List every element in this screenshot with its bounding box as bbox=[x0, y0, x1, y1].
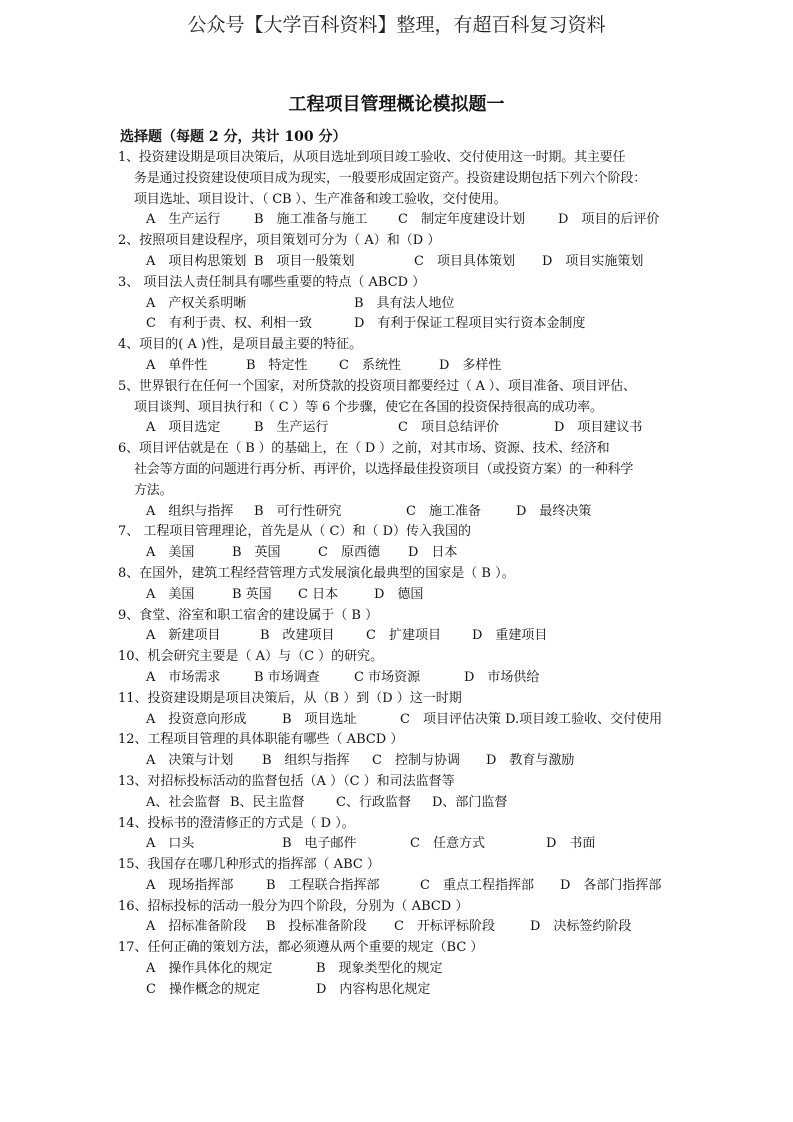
question-item bbox=[118, 772, 683, 814]
option-row bbox=[118, 917, 683, 938]
option-row bbox=[118, 294, 683, 315]
option-row bbox=[118, 834, 683, 855]
question-stem: 17、任何正确的策划方法，都必须遵从两个重要的规定（BC ） bbox=[118, 940, 484, 956]
answer-option: A 招标准备阶段 bbox=[146, 919, 247, 935]
question-stem: 3、 项目法人责任制具有哪些重要的特点（ ABCD ） bbox=[118, 274, 426, 290]
answer-option: A 口头 bbox=[146, 836, 195, 852]
question-stem: 12、工程项目管理的具体职能有哪些（ ABCD ） bbox=[118, 732, 404, 748]
question-stem: 10、机会研究主要是（ A）与（C ）的研究。 bbox=[118, 649, 384, 665]
answer-option: D 各部门指挥部 bbox=[560, 877, 662, 893]
answer-option: A 操作具体化的规定 bbox=[146, 961, 273, 977]
answer-option: A 美国 bbox=[146, 545, 195, 561]
answer-option: C 施工准备 bbox=[406, 503, 481, 519]
option-row bbox=[118, 980, 683, 1001]
answer-option: D 书面 bbox=[546, 836, 596, 852]
answer-option: C 市场资源 bbox=[354, 669, 421, 685]
answer-option: D 有利于保证工程项目实行资本金制度 bbox=[354, 316, 586, 332]
answer-option: B 投标准备阶段 bbox=[266, 919, 367, 935]
option-row bbox=[118, 210, 683, 231]
question-stem: 8、在国外，建筑工程经营管理方式发展演化最典型的国家是（ B ）。 bbox=[118, 565, 515, 581]
question-item bbox=[118, 231, 683, 273]
answer-option: A 产权关系明晰 bbox=[146, 295, 247, 311]
answer-option: B 组织与指挥 bbox=[262, 753, 350, 769]
answer-option: D 多样性 bbox=[439, 357, 502, 373]
question-item bbox=[118, 938, 683, 1000]
question-item bbox=[118, 439, 683, 522]
option-row bbox=[118, 252, 683, 273]
question-item bbox=[118, 606, 683, 648]
option-row bbox=[118, 668, 683, 689]
option-row bbox=[118, 585, 683, 606]
answer-option: D 项目实施策划 bbox=[542, 253, 644, 269]
answer-option: A 美国 bbox=[146, 586, 195, 602]
question-item bbox=[118, 855, 683, 897]
answer-option: A 项目选定 bbox=[146, 420, 221, 436]
answer-option: A 生产运行 bbox=[146, 212, 221, 228]
answer-option: C 开标评标阶段 bbox=[394, 919, 495, 935]
question-item bbox=[118, 564, 683, 606]
answer-option: A 决策与计划 bbox=[146, 753, 234, 769]
question-item bbox=[118, 897, 683, 939]
answer-option: A 市场需求 bbox=[146, 669, 221, 685]
question-stem: 13、对招标投标活动的监督包括（A ）（C ）和司法监督等 bbox=[118, 773, 455, 789]
question-stem-continued: 务是通过投资建设使项目成为现实，一般要形成固定资产。投资建设期包括下列六个阶段： bbox=[134, 170, 647, 186]
answer-option: C 重点工程指挥部 bbox=[420, 877, 534, 893]
answer-option: B 施工准备与施工 bbox=[254, 212, 368, 228]
option-row bbox=[118, 418, 683, 439]
question-stem-continued: 方法。 bbox=[134, 482, 173, 498]
question-stem: 1、投资建设期是项目决策后，从项目选址到项目竣工验收、交付使用这一时期。其主要任 bbox=[118, 150, 626, 165]
option-row bbox=[118, 356, 683, 377]
option-row bbox=[118, 751, 683, 772]
answer-option: D 决标签约阶段 bbox=[530, 919, 632, 935]
answer-option: B 工程联合指挥部 bbox=[266, 877, 380, 893]
answer-option: B 现象类型化的规定 bbox=[316, 961, 443, 977]
option-row bbox=[118, 626, 683, 647]
answer-option: D 重建项目 bbox=[472, 628, 548, 644]
question-list bbox=[118, 148, 683, 1001]
answer-option: D 市场供给 bbox=[464, 669, 540, 685]
answer-option: B 生产运行 bbox=[254, 420, 329, 436]
document-title: 工程项目管理概论模拟题一 bbox=[288, 94, 505, 115]
answer-option: A 单件性 bbox=[146, 357, 208, 373]
question-item bbox=[118, 647, 683, 689]
question-stem-continued: 项目谈判、项目执行和（ C ）等 6 个步骤，使它在各国的投资保持很高的成功率。 bbox=[134, 399, 603, 415]
question-stem: 6、项目评估就是在（ B ）的基础上，在（ D ）之前，对其市场、资源、技术、经济和 bbox=[118, 441, 610, 457]
option-row bbox=[118, 543, 683, 564]
section-heading: 选择题（每题 2 分，共计 100 分） bbox=[120, 129, 347, 145]
answer-option: B、民主监督 bbox=[230, 794, 305, 810]
question-stem: 2、按照项目建设程序，项目策划可分为（ A）和（D ） bbox=[118, 233, 441, 249]
answer-option: C 控制与协调 bbox=[372, 753, 460, 769]
question-item bbox=[118, 730, 683, 772]
answer-option: A 组织与指挥 bbox=[146, 503, 234, 519]
answer-option: C 日本 bbox=[298, 586, 339, 602]
question-stem: 4、项目的( A )性，是项目最主要的特征。 bbox=[118, 337, 363, 353]
answer-option: C 项目具体策划 bbox=[414, 253, 515, 269]
answer-option: C 扩建项目 bbox=[366, 628, 441, 644]
answer-option: B 可行性研究 bbox=[254, 503, 342, 519]
answer-option: B 特定性 bbox=[246, 357, 308, 373]
option-row bbox=[118, 502, 683, 523]
answer-option: D 日本 bbox=[408, 545, 458, 561]
answer-option: B 项目一般策划 bbox=[254, 253, 355, 269]
answer-option: C 原西德 bbox=[318, 545, 380, 561]
answer-option: D、部门监督 bbox=[432, 794, 508, 810]
answer-option: C 项目评估决策 D.项目竣工验收、交付使用 bbox=[400, 711, 663, 727]
question-item bbox=[118, 377, 683, 439]
question-stem: 9、食堂、浴室和职工宿舍的建设属于（ B ） bbox=[118, 607, 379, 623]
answer-option: B 具有法人地位 bbox=[354, 295, 455, 311]
answer-option: C 系统性 bbox=[339, 357, 401, 373]
answer-option: C 制定年度建设计划 bbox=[398, 212, 525, 228]
question-item bbox=[118, 689, 683, 731]
question-item bbox=[118, 814, 683, 856]
answer-option: B 改建项目 bbox=[260, 628, 335, 644]
question-stem: 14、投标书的澄清修正的方式是（ D ）。 bbox=[118, 815, 355, 831]
option-row bbox=[118, 959, 683, 980]
option-row bbox=[118, 793, 683, 814]
option-row bbox=[118, 876, 683, 897]
answer-option: B 项目选址 bbox=[282, 711, 357, 727]
question-item bbox=[118, 335, 683, 377]
answer-option: D 德国 bbox=[374, 586, 424, 602]
question-stem: 16、招标投标的活动一般分为四个阶段，分别为（ ABCD ） bbox=[118, 898, 469, 914]
question-stem: 5、世界银行在任何一个国家，对所贷款的投资项目都要经过（ A ）、项目准备、项目评估、 bbox=[118, 378, 636, 394]
answer-option: B 市场调查 bbox=[254, 669, 320, 685]
option-row bbox=[118, 314, 683, 335]
answer-option: A 投资意向形成 bbox=[146, 711, 247, 727]
question-stem-continued: 社会等方面的问题进行再分析、再评价，以选择最佳投资项目（或投资方案）的一种科学 bbox=[134, 461, 634, 477]
answer-option: A、社会监督 bbox=[146, 794, 221, 810]
answer-option: D 项目的后评价 bbox=[558, 212, 660, 228]
answer-option: D 教育与激励 bbox=[486, 753, 575, 769]
answer-option: D 最终决策 bbox=[516, 503, 592, 519]
question-item bbox=[118, 148, 683, 231]
answer-option: C 有利于责、权、利相一致 bbox=[146, 316, 312, 332]
answer-option: B 英国 bbox=[232, 545, 281, 561]
answer-option: C、行政监督 bbox=[336, 794, 411, 810]
question-item bbox=[118, 273, 683, 335]
answer-option: B 英国 bbox=[232, 586, 272, 602]
question-stem: 11、投资建设期是项目决策后，从（B ）到（D ）这一时期 bbox=[118, 690, 462, 706]
answer-option: C 操作概念的规定 bbox=[146, 981, 260, 997]
answer-option: A 现场指挥部 bbox=[146, 877, 234, 893]
option-row bbox=[118, 710, 683, 731]
answer-option: D 项目建议书 bbox=[554, 420, 643, 436]
answer-option: B 电子邮件 bbox=[282, 836, 357, 852]
question-stem-continued: 项目选址、项目设计、（ CB ）、生产准备和竣工验收，交付使用。 bbox=[134, 191, 507, 207]
answer-option: C 任意方式 bbox=[410, 836, 485, 852]
source-banner: 公众号【大学百科资料】整理，有超百科复习资料 bbox=[187, 14, 606, 36]
question-item bbox=[118, 522, 683, 564]
answer-option: D 内容构思化规定 bbox=[316, 981, 431, 997]
answer-option: A 新建项目 bbox=[146, 628, 221, 644]
answer-option: C 项目总结评价 bbox=[398, 420, 499, 436]
question-stem: 15、我国存在哪几种形式的指挥部（ ABC ） bbox=[118, 857, 380, 873]
answer-option: A 项目构思策划 bbox=[146, 253, 247, 269]
question-stem: 7、 工程项目管理理论，首先是从（ C）和（ D）传入我国的 bbox=[118, 524, 472, 540]
